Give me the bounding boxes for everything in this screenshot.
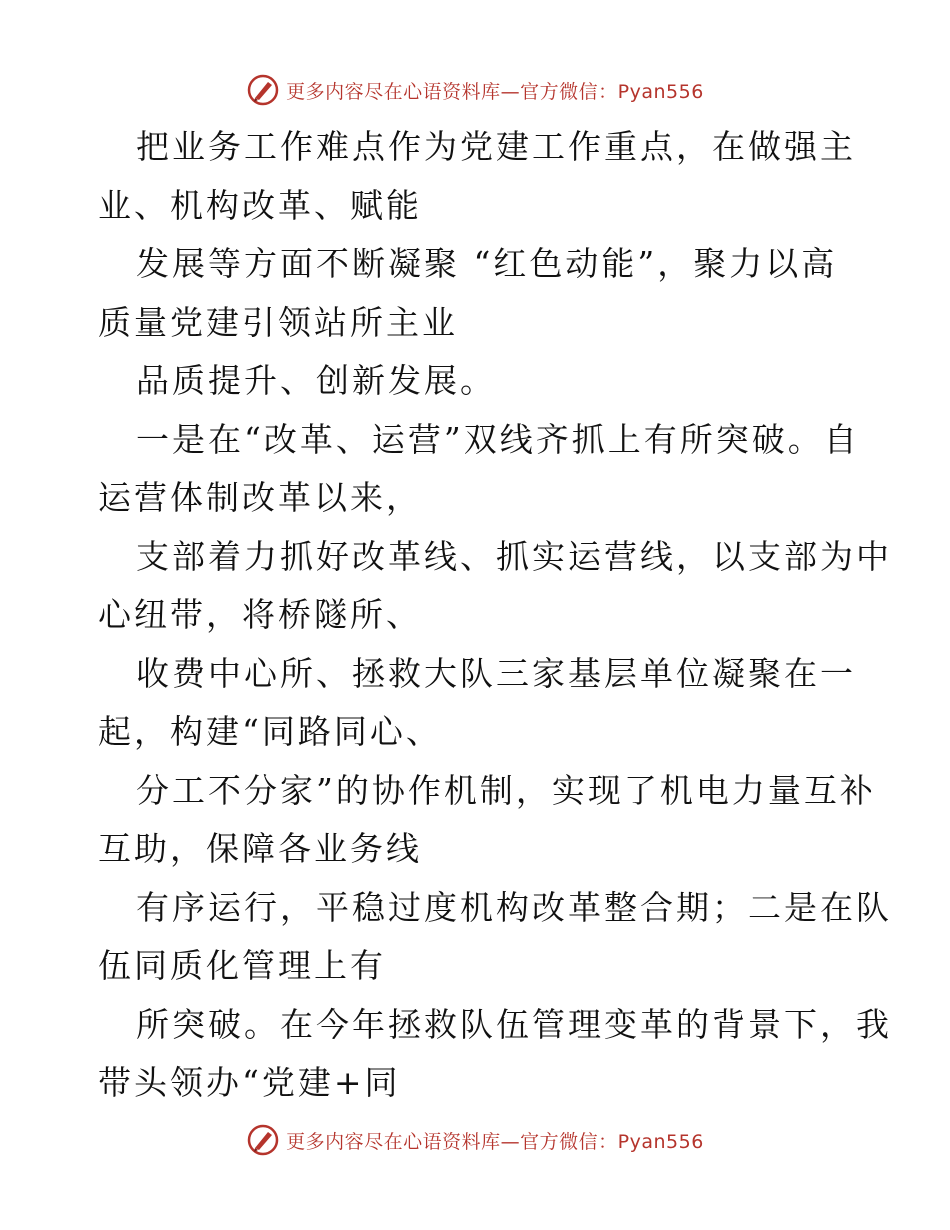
text-line-13: 互助，保障各业务线	[98, 829, 422, 868]
footer-watermark-banner	[0, 1120, 950, 1160]
text-line-9: 心纽带，将桥隧所、	[98, 595, 422, 634]
text-line-15: 伍同质化管理上有	[98, 946, 386, 985]
text-line-8: 支部着力抓好改革线、抓实运营线，以支部为中	[136, 536, 892, 576]
pen-logo-icon	[246, 73, 280, 107]
text-line-12: 分工不分家”的协作机制，实现了机电力量互补	[136, 770, 876, 810]
text-line-10: 收费中心所、拯救大队三家基层单位凝聚在一	[136, 653, 856, 693]
text-line-11: 起，构建“同路同心、	[98, 712, 442, 751]
text-line-16: 所突破。在今年拯救队伍管理变革的背景下，我	[136, 1004, 892, 1044]
pen-logo-icon	[246, 1123, 280, 1157]
document-body	[98, 118, 892, 1113]
text-line-7: 运营体制改革以来，	[98, 478, 422, 517]
text-line-6: 一是在“改革、运营”双线齐抓上有所突破。自	[136, 419, 860, 459]
text-line-3: 发展等方面不断凝聚 “红色动能”，聚力以高	[136, 244, 838, 283]
text-line-14: 有序运行，平稳过度机构改革整合期；二是在队	[136, 887, 892, 927]
text-line-5: 品质提升、创新发展。	[136, 361, 496, 400]
header-watermark-text: 更多内容尽在心语资料库—官方微信：Pyan556	[286, 80, 704, 103]
text-line-2: 业、机构改革、赋能	[98, 185, 422, 225]
header-watermark-banner	[0, 70, 950, 110]
footer-watermark-text: 更多内容尽在心语资料库—官方微信：Pyan556	[286, 1130, 704, 1153]
text-line-1: 把业务工作难点作为党建工作重点，在做强主	[136, 127, 856, 166]
text-line-4: 质量党建引领站所主业	[98, 302, 458, 342]
text-line-17: 带头领办“党建+同	[98, 1063, 401, 1102]
